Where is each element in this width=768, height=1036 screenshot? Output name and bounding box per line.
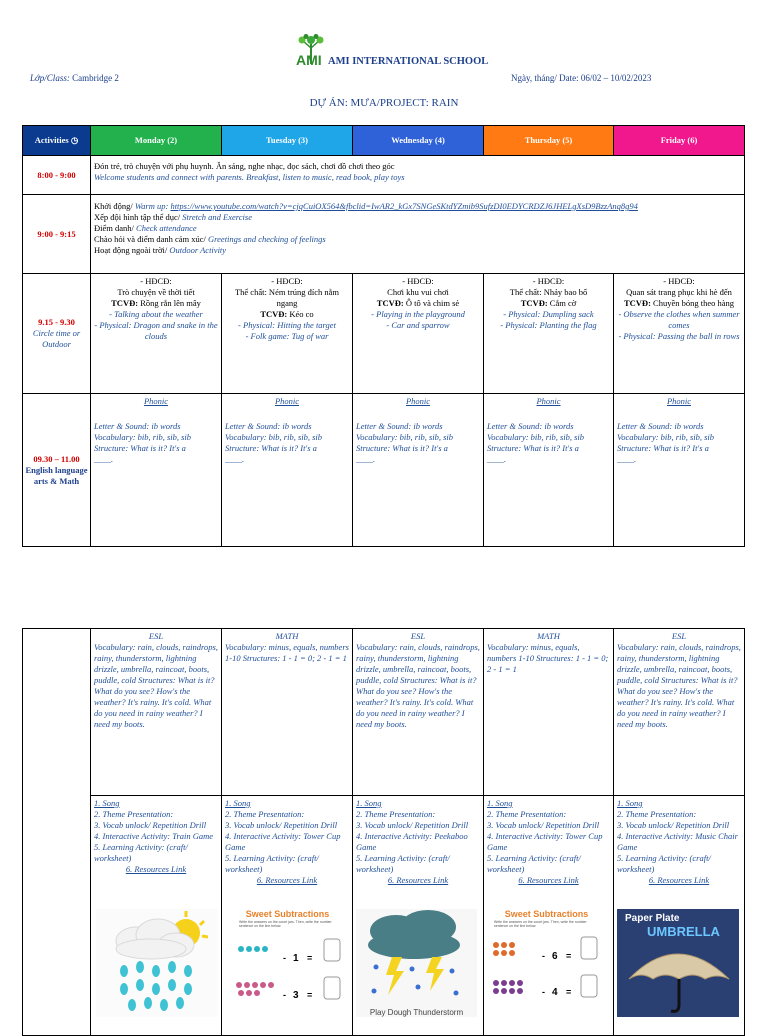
topic-friday: ESL Vocabulary: rain, clouds, raindrops, rainy, thunderstorm, lightning drizzle, umbrella, raincoat, boots, puddle, cold Structures: What is it? What do you see? How's the weather? It's rainy. It's cold. What do you need in rainy weather? I need my boots. — [614, 629, 745, 796]
topic-tuesday: MATH Vocabulary: minus, equals, numbers 1-10 Structures: 1 - 1 = 0; 2 - 1 = 1 — [222, 629, 353, 796]
class-info — [30, 73, 119, 83]
col-monday: Monday (2) — [91, 126, 222, 156]
col-thursday: Thursday (5) — [484, 126, 614, 156]
col-wednesday: Wednesday (4) — [353, 126, 484, 156]
project-title: DỰ ÁN: MƯA/PROJECT: RAIN — [309, 97, 459, 109]
header-row — [23, 126, 745, 156]
resources-link[interactable]: 6. Resources Link — [256, 875, 318, 885]
cloud-raindrops-image — [96, 909, 218, 1017]
plan-friday: 1. Song 2. Theme Presentation: 3. Vocab unlock/ Repetition Drill 4. Interactive Activity: Music Chair Game 5. Learning Activity: (craft/ worksheet) 6. Resources Link — [614, 796, 745, 1036]
circle-time: 9.15 - 9.30 — [38, 317, 75, 327]
date-info — [511, 73, 651, 83]
warmup-video-link[interactable]: https://www.youtube.com/watch?v=cjqCuiOX564&fbclid=IwAR2_kGx7SNGeSKtdYZmib9SufzDI0EDYCRDZJ6JHELgXsD9BzzAnq8g94 — [170, 201, 638, 211]
song-link[interactable]: 1. Song — [487, 798, 513, 808]
welcome-content — [91, 156, 745, 195]
resources-link[interactable]: 6. Resources Link — [518, 875, 579, 885]
circle-tuesday: - HĐCĐ: Thể chất: Ném trúng đích nằm ngang TCVĐ: Kéo co - Physical: Hitting the target - Folk game: Tug of war — [222, 274, 353, 394]
umbrella-title-line1: Paper Plate — [625, 913, 680, 924]
col-friday: Friday (6) — [614, 126, 745, 156]
plan-thursday: 1. Song 2. Theme Presentation: 3. Vocab unlock/ Repetition Drill 4. Interactive Activity: Tower Cup Game 5. Learning Activity: (craft/ worksheet) 6. Resources Link — [484, 796, 614, 1036]
english-thursday: Phonic Letter & Sound: ib words Vocabulary: bib, rib, sib, sib Structure: What is it? It's a ____. — [484, 394, 614, 547]
storm-cloud-icon — [368, 910, 460, 959]
worksheet-title: Sweet Subtractions — [245, 909, 330, 919]
schedule-table — [22, 125, 745, 547]
logo-text: AMI — [296, 52, 322, 68]
warmup-content: Khởi động/ Warm up: https://www.youtube.com/watch?v=cjqCuiOX564&fbclid=IwAR2_kGx7SNGeSKtdYZmib9SufzDI0EDYCRDZJ6JHELgXsD9BzzAnq8g94 Xếp đội hình tập thể dục/ Stretch and Exercise Điểm danh/ Check attendance Chào hỏi và điểm danh cảm xúc/ Greetings and checking of feelings Hoạt động ngoài trời/ Outdoor Activity — [91, 195, 745, 274]
school-name: AMI INTERNATIONAL SCHOOL — [328, 56, 489, 67]
english-label: English language arts & Math — [25, 464, 88, 486]
song-link[interactable]: 1. Song — [94, 798, 120, 808]
topics-label-cell — [23, 629, 91, 1036]
welcome-row — [23, 156, 745, 195]
song-link[interactable]: 1. Song — [356, 798, 382, 808]
circle-label: Circle time or Outdoor — [32, 328, 81, 349]
english-wednesday: Phonic Letter & Sound: ib words Vocabulary: bib, rib, sib, sib Structure: What is it? It's a ____. — [353, 394, 484, 547]
circle-thursday: - HĐCĐ: Thể chất: Nhảy bao bố TCVĐ: Cắm cờ - Physical: Dumpling sack - Physical: Planting the flag — [484, 274, 614, 394]
song-link[interactable]: 1. Song — [225, 798, 251, 808]
col-tuesday: Tuesday (3) — [222, 126, 353, 156]
circle-time-cell — [23, 274, 91, 394]
warmup-row — [23, 195, 745, 274]
worksheet-instructions: Write the answers on the count jars. Then, write the number sentence on the line below. — [494, 920, 587, 928]
phonic-link[interactable]: Phonic — [405, 396, 431, 406]
phonic-link[interactable]: Phonic — [536, 396, 561, 406]
topics-row — [23, 629, 745, 796]
playdough-thunderstorm-image — [356, 909, 477, 1017]
topic-wednesday: ESL Vocabulary: rain, clouds, raindrops, rainy, thunderstorm, lightning drizzle, umbrella, raincoat, boots, puddle, cold Structures: What is it? What do you see? How's the weather? It's rainy. It's cold. What do you need in rainy weather? I need my boots. — [353, 629, 484, 796]
lightning-icon — [386, 957, 444, 995]
umbrella-icon — [629, 954, 729, 979]
topic-monday: ESL Vocabulary: rain, clouds, raindrops, rainy, thunderstorm, lightning drizzle, umbrella, raincoat, boots, puddle, cold Structures: What is it? What do you see? How's the weather? It's rainy. It's cold. What do you need in rainy weather? I need my boots. — [91, 629, 222, 796]
english-friday: Phonic Letter & Sound: ib words Vocabulary: bib, rib, sib, sib Structure: What is it? It's a ____. — [614, 394, 745, 547]
circle-wednesday: - HĐCĐ: Chơi khu vui chơi TCVĐ: Ô tô và chim sẻ - Playing in the playground - Car and sparrow — [353, 274, 484, 394]
circle-row — [23, 274, 745, 394]
phonic-link[interactable]: Phonic — [666, 396, 692, 406]
plan-monday: 1. Song 2. Theme Presentation: 3. Vocab unlock/ Repetition Drill 4. Interactive Activity: Train Game 5. Learning Activity: (craft/ worksheet) 6. Resources Link — [91, 796, 222, 1036]
sweet-subtractions-worksheet: Sweet Subtractions Write the answers on the count jars. Then, write the number sentence on the line below. - 1 = - 3 = — [227, 909, 348, 1017]
resources-link[interactable]: 6. Resources Link — [648, 875, 710, 885]
raindrops-icon — [120, 961, 192, 1011]
resources-link[interactable]: 6. Resources Link — [125, 864, 187, 874]
resources-link[interactable]: 6. Resources Link — [387, 875, 449, 885]
welcome-en: Welcome students and connect with parents. Breakfast, listen to music, read book, play toys — [94, 172, 405, 182]
english-time: 09.30 – 11.00 — [33, 453, 80, 464]
english-row — [23, 394, 745, 547]
english-time-cell — [23, 394, 91, 547]
english-tuesday: Phonic Letter & Sound: ib words Vocabulary: bib, rib, sib, sib Structure: What is it? It's a ____. — [222, 394, 353, 547]
welcome-vi: Đón trẻ, trò chuyện với phụ huynh. Ăn sáng, nghe nhạc, đọc sách, chơi đồ chơi theo góc — [94, 161, 395, 171]
topic-thursday: MATH Vocabulary: minus, equals, numbers 1-10 Structures: 1 - 1 = 0; 2 - 1 = 1 — [484, 629, 614, 796]
welcome-time: 8:00 - 9:00 — [23, 156, 91, 195]
sweet-subtractions-worksheet-2: Sweet Subtractions Write the answers on the count jars. Then, write the number sentence on the line below. - 6 = - 4 = — [486, 909, 607, 1017]
english-monday: Phonic Letter & Sound: ib words Vocabulary: bib, rib, sib, sib Structure: What is it? It's a ____. — [91, 394, 222, 547]
date-value: 06/02 – 10/02/2023 — [580, 73, 652, 83]
worksheet-title: Sweet Subtractions — [504, 909, 589, 919]
warmup-time: 9:00 - 9:15 — [23, 195, 91, 274]
clock-icon: ◷ — [70, 135, 79, 145]
class-value: Cambridge 2 — [72, 73, 119, 83]
class-label: Lớp/Class: — [30, 73, 70, 83]
plan-tuesday: 1. Song 2. Theme Presentation: 3. Vocab unlock/ Repetition Drill 4. Interactive Activity: Tower Cup Game 5. Learning Activity: (craft/ worksheet) 6. Resources Link — [222, 796, 353, 1036]
playdough-caption: Play Dough Thunderstorm — [369, 1008, 464, 1017]
circle-friday: - HĐCĐ: Quan sát trang phục khi hè đến TCVĐ: Chuyền bóng theo hàng - Observe the clothes when summer comes - Physical: Passing the ball in rows — [614, 274, 745, 394]
plan-wednesday: 1. Song 2. Theme Presentation: 3. Vocab unlock/ Repetition Drill 4. Interactive Activity: Peekaboo Game 5. Learning Activity: (craft/ worksheet) 6. Resources Link — [353, 796, 484, 1036]
worksheet-instructions: Write the answers on the count jars. Then, write the number sentence on the line below. — [239, 920, 332, 928]
phonic-link[interactable]: Phonic — [143, 396, 169, 406]
date-label: Ngày, tháng/ Date: — [511, 73, 579, 83]
umbrella-title-line2: UMBRELLA — [647, 924, 720, 939]
col-activities: Activities ◷ — [23, 126, 91, 156]
circle-monday: - HĐCĐ: Trò chuyện về thời tiết TCVĐ: Rồng rắn lên mây - Talking about the weather - Physical: Dragon and snake in the clouds — [91, 274, 222, 394]
song-link[interactable]: 1. Song — [617, 798, 643, 808]
phonic-link[interactable]: Phonic — [274, 396, 300, 406]
paper-plate-umbrella-image — [617, 909, 739, 1017]
